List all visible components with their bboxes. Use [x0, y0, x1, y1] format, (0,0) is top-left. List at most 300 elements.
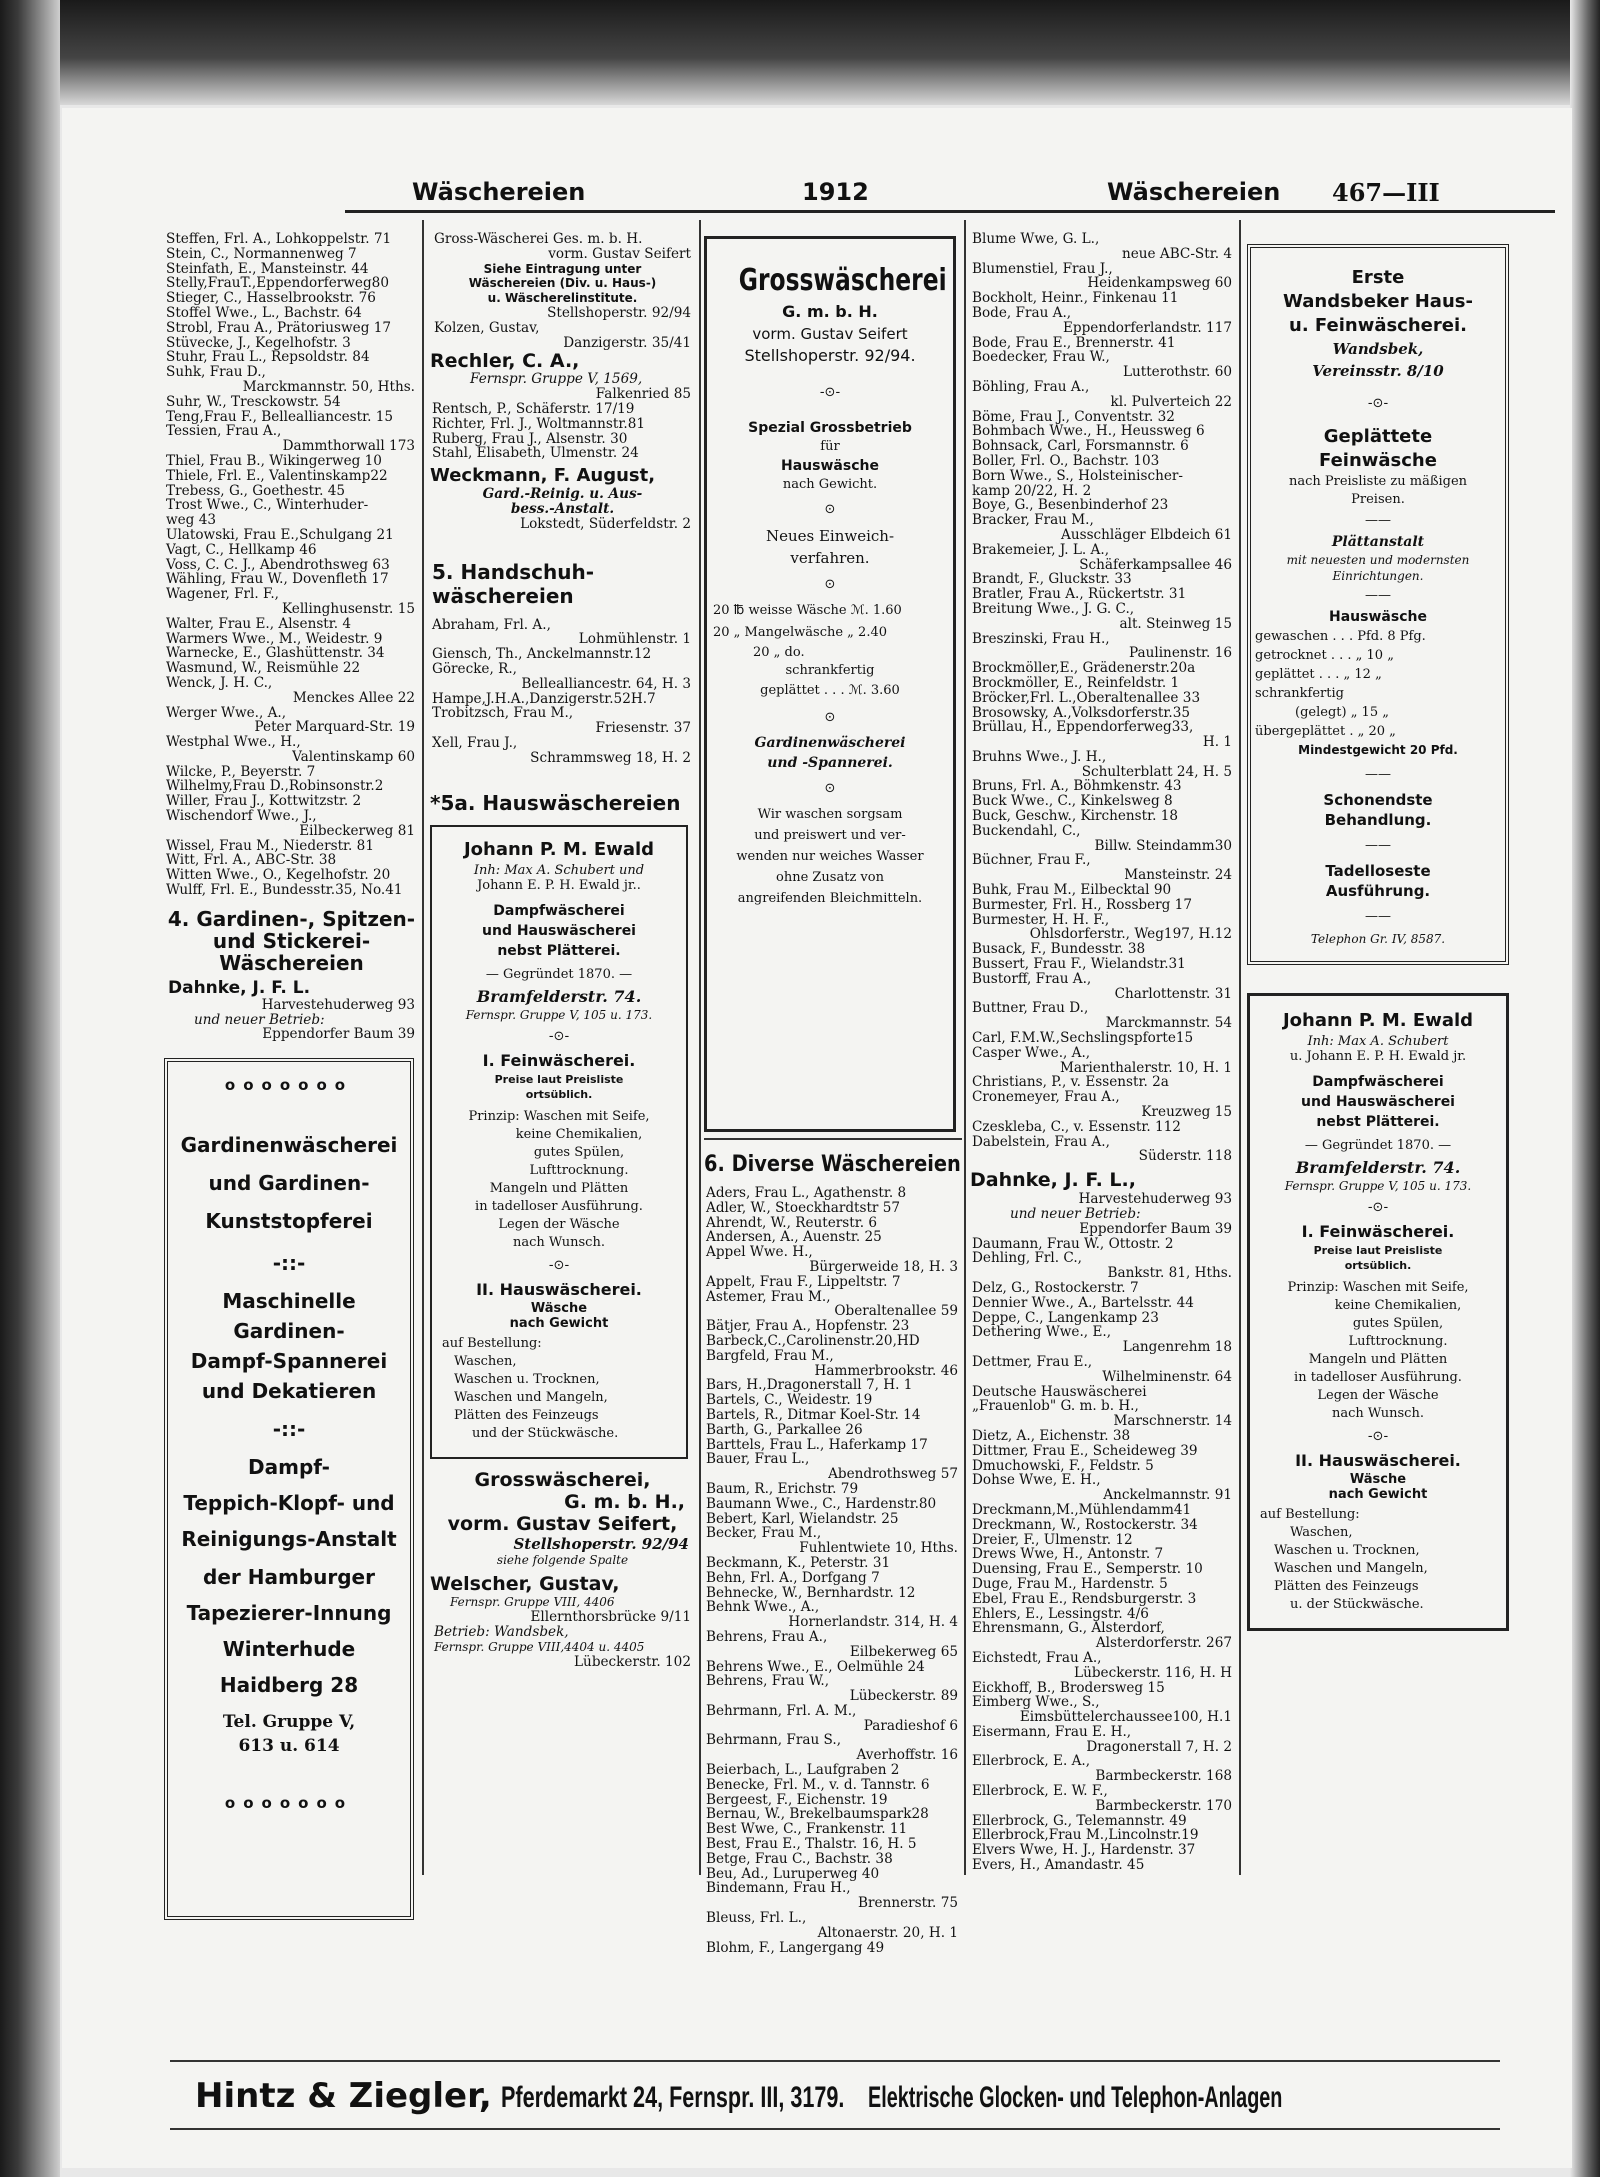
list-item: Wilhelminenstr. 64	[1102, 1369, 1232, 1385]
list-item: Born Wwe., S., Holsteinischer-	[972, 468, 1183, 484]
list-item: Deppe, C., Langenkamp 23	[972, 1310, 1159, 1326]
list-item: Werger Wwe., A.,	[166, 705, 287, 721]
seifert-line: verfahren.	[790, 549, 870, 567]
list-item: Dohse Wwe, E. H.,	[972, 1473, 1101, 1489]
ewald-haus-title: II. Hauswäscherei.	[1295, 1451, 1461, 1470]
ad-line: Gardinenwäscherei	[180, 1133, 398, 1158]
list-item: Beckmann, K., Peterstr. 31	[706, 1555, 891, 1571]
list-item: Blumenstiel, Frau J.,	[972, 261, 1113, 277]
list-item: Eichstedt, Frau A.,	[972, 1650, 1102, 1666]
entry-note: Wäschereien (Div. u. Haus-)	[468, 276, 657, 291]
list-item: Eppendorferlandstr. 117	[1062, 320, 1232, 336]
welscher-line: Lübeckerstr. 102	[574, 1654, 691, 1670]
ewald-street: Bramfelderstr. 74.	[476, 986, 642, 1006]
ewald-line: nebst Plätterei.	[497, 942, 621, 959]
entry: Stellshoperstr. 92/94	[547, 305, 691, 321]
list-item: Cronemeyer, Frau A.,	[972, 1090, 1120, 1106]
ad-line: der Hamburger	[203, 1565, 375, 1590]
wandsbek-advertisement	[1247, 244, 1509, 965]
page-header	[62, 178, 1572, 214]
list-item: Trobitzsch, Frau M.,	[432, 706, 574, 722]
list-item: Stahl, Elisabeth, Ulmenstr. 24	[432, 446, 639, 462]
list-item: Ellerbrock,Frau M.,Lincolnstr.19	[972, 1828, 1199, 1844]
list-item: Charlottenstr. 31	[1114, 986, 1232, 1002]
ewald-line: keine Chemikalien,	[515, 1126, 643, 1142]
ad-line: Kunststopferei	[205, 1209, 373, 1234]
list-item: Buhk, Frau M., Eilbecktal 90	[972, 883, 1172, 898]
list-item: Breitung Wwe., J. G. C.,	[972, 601, 1135, 617]
ad-phone-numbers: 613 u. 614	[238, 1736, 340, 1757]
price-line: 20 „ Mangelwäsche „ 2.40	[713, 625, 887, 640]
price-line: gewaschen . . . Pfd. 8 Pfg.	[1255, 629, 1426, 644]
list-item: Bätjer, Frau A., Hopfenstr. 23	[706, 1319, 910, 1334]
list-item: Dehling, Frl. C.,	[972, 1251, 1082, 1267]
list-item: Wähling, Frau W., Dovenfleth 17	[166, 572, 389, 588]
list-item: Richter, Frl. J., Woltmannstr.81	[432, 416, 645, 432]
list-item: Deutsche Hauswäscherei	[972, 1384, 1147, 1400]
footer-business: Elektrische Glocken- und Telephon-Anlagen	[867, 2081, 1283, 2114]
ewald-advertisement	[1247, 993, 1509, 1631]
welscher-line: Fernspr. Gruppe VIII,4404 u. 4405	[434, 1639, 645, 1654]
dash-divider: ——	[1365, 838, 1391, 853]
wandsbek-phone: Telephon Gr. IV, 8587.	[1310, 932, 1446, 946]
column-divider	[699, 220, 701, 1875]
wandsbek-line: Hauswäsche	[1329, 609, 1427, 625]
list-item: Abendrothsweg 57	[828, 1467, 958, 1482]
welscher-line: Fernspr. Gruppe VIII, 4406	[450, 1595, 615, 1610]
list-item: Ulatowski, Frau E.,Schulgang 21	[166, 527, 394, 543]
list-item: Behn, Frl. A., Dorfgang 7	[706, 1570, 880, 1586]
list-item: Dietz, A., Eichenstr. 38	[972, 1428, 1131, 1444]
price-line: schrankfertig	[785, 663, 875, 678]
seifert-vorm: vorm. Gustav Seifert	[752, 325, 908, 343]
separator-icon: -⊙-	[1367, 396, 1389, 411]
list-item: Dragonerstall 7, H. 2	[1086, 1739, 1232, 1755]
list-item: „Frauenlob" G. m. b. H.,	[972, 1399, 1139, 1415]
list-item: Dammthorwall 173	[282, 439, 415, 454]
seifert-title: Grosswäscherei	[738, 263, 947, 298]
header-rule	[345, 210, 1555, 213]
list-item: Wulff, Frl. E., Bundesstr.35, No.41	[166, 883, 403, 898]
price-line: geplättet . . . „ 12 „	[1255, 667, 1382, 682]
list-item: Daumann, Frau W., Ottostr. 2	[972, 1236, 1174, 1252]
list-item: Abraham, Frl. A.,	[432, 617, 551, 633]
seifert-line: Neues Einweich-	[765, 527, 895, 545]
list-item: Kellinghusenstr. 15	[281, 601, 415, 617]
rechler-phone: Fernspr. Gruppe V, 1569,	[470, 372, 643, 388]
list-item: Averhoffstr. 16	[856, 1748, 958, 1764]
list-item: Christians, P., v. Essenstr. 2a	[972, 1075, 1169, 1091]
list-item: Stüvecke, J., Kegelhofstr. 3	[166, 335, 351, 351]
seifert-line: Hauswäsche	[781, 458, 879, 474]
list-item: Adler, W., Stoeckhardtstr 57	[706, 1200, 901, 1216]
seifert-gmbh: G. m. b. H.	[782, 302, 878, 321]
ad-line: Winterhude	[222, 1637, 356, 1662]
list-item: Teng,Frau F., Bellealliancestr. 15	[166, 409, 394, 425]
dahnke-name: Dahnke, J. F. L.,	[970, 1169, 1136, 1192]
list-item: Eimsbüttelerchaussee100, H.1	[1019, 1710, 1232, 1725]
ewald-line: Lufttrocknung.	[529, 1162, 629, 1178]
list-item: Brockmöller,E., Grädenerstr.20a	[972, 661, 1196, 676]
wandsbek-line: Vereinsstr. 8/10	[1312, 362, 1444, 380]
ewald-phone: Fernspr. Gruppe V, 105 u. 173.	[465, 1007, 653, 1022]
separator-icon: -⊙-	[1367, 1429, 1389, 1444]
list-item: Böhling, Frau A.,	[972, 379, 1090, 395]
list-item: Dettmer, Frau E.,	[972, 1354, 1093, 1370]
ad-line: Dampf-Spannerei	[190, 1349, 388, 1374]
list-item: Buttner, Frau D.,	[972, 1001, 1089, 1017]
list-item: Mansteinstr. 24	[1124, 868, 1232, 884]
ad-line: Haidberg 28	[219, 1673, 359, 1698]
list-item: Steinfath, E., Mansteinstr. 44	[166, 261, 369, 277]
list-item: Dreckmann, W., Rostockerstr. 34	[972, 1517, 1198, 1533]
seifert-line: und preiswert und ver-	[754, 828, 906, 843]
header-left-title: Wäschereien	[412, 178, 586, 206]
list-item: Beu, Ad., Luruperweg 40	[706, 1866, 880, 1882]
wandsbek-line: Behandlung.	[1324, 811, 1432, 829]
list-item: Brandt, F., Gluckstr. 33	[972, 572, 1132, 588]
wandsbek-line: Erste	[1351, 267, 1405, 288]
ewald-line: u. der Stückwäsche.	[1290, 1597, 1424, 1612]
price-line: schrankfertig	[1255, 686, 1344, 701]
list-item: Becker, Frau M.,	[706, 1526, 822, 1542]
ewald-line: keine Chemikalien,	[1334, 1298, 1462, 1313]
ad-phone: Tel. Gruppe V,	[222, 1712, 356, 1733]
seifert-line: Wir waschen sorgsam	[757, 807, 903, 822]
ewald-line: gutes Spülen,	[1352, 1316, 1444, 1331]
list-item: Bellealliancestr. 64, H. 3	[521, 676, 691, 692]
list-item: Bars, H.,Dragonerstall 7, H. 1	[706, 1378, 913, 1394]
grosswaescherei-notice	[430, 1469, 695, 1568]
gross-line: G. m. b. H.,	[564, 1490, 685, 1513]
list-item: Appelt, Frau F., Lippeltstr. 7	[706, 1274, 901, 1290]
column-2	[430, 232, 695, 2162]
list-item: Dethering Wwe., E.,	[972, 1325, 1112, 1341]
list-item: Stoffel Wwe., L., Bachstr. 64	[166, 305, 362, 321]
list-item: Walter, Frau E., Alsenstr. 4	[166, 616, 352, 632]
column-3	[704, 232, 962, 2162]
list-item: Bode, Frau A.,	[972, 305, 1072, 321]
ewald-line: Waschen u. Trocknen,	[1274, 1543, 1420, 1558]
entry-list	[970, 232, 1236, 1164]
ewald-line: Waschen u. Trocknen,	[454, 1371, 600, 1387]
list-item: Eickhoff, B., Brodersweg 15	[972, 1680, 1165, 1696]
list-item: Warnecke, E., Glashüttenstr. 34	[166, 646, 385, 662]
list-item: Ellerbrock, E. A.,	[972, 1754, 1091, 1770]
ad-dots: ooooooo	[224, 1794, 354, 1813]
list-item: Dreier, F., Ulmenstr. 12	[972, 1532, 1133, 1548]
gross-line: siehe folgende Spalte	[496, 1552, 629, 1567]
list-item: H. 1	[1202, 735, 1232, 750]
ewald-fein-title: I. Feinwäscherei.	[1301, 1222, 1455, 1241]
entry-note: u. Wäscherelinstitute.	[487, 291, 638, 306]
list-item: kamp 20/22, H. 2	[972, 483, 1092, 499]
list-item: Bröcker,Frl. L.,Oberaltenallee 33	[972, 690, 1201, 706]
seifert-line: Spezial Grossbetrieb	[748, 420, 912, 436]
list-item: Witt, Frl. A., ABC-Str. 38	[166, 853, 337, 869]
separator-icon: -⊙-	[548, 1028, 570, 1044]
list-item: Delz, G., Rostockerstr. 7	[972, 1280, 1139, 1296]
list-item: Barmbeckerstr. 170	[1095, 1798, 1232, 1814]
ad-separator: -::-	[272, 1251, 306, 1276]
list-item: Czeskleba, C., v. Essenstr. 112	[972, 1119, 1181, 1135]
entry-list	[970, 1237, 1236, 1873]
price-line: 20 „ do.	[753, 645, 805, 660]
dahnke-address: Harvestehuderweg 93	[261, 997, 415, 1013]
ewald-line: Preise laut Preisliste	[1313, 1244, 1443, 1257]
ewald-line: Waschen,	[454, 1353, 517, 1369]
list-item: Giensch, Th., Anckelmannstr.12	[432, 647, 652, 662]
footer-company: Hintz & Ziegler,	[195, 2076, 492, 2116]
ad-line: Gardinen-	[233, 1319, 345, 1344]
ad-line: Teppich-Klopf- und	[183, 1491, 395, 1516]
list-item: Bruns, Frl. A., Böhmkenstr. 43	[972, 779, 1182, 795]
ewald-line: und Hauswäscherei	[1301, 1094, 1455, 1110]
column-divider	[422, 220, 424, 1875]
ewald-line: Waschen,	[1290, 1525, 1353, 1540]
list-item: Peter Marquard-Str. 19	[254, 720, 415, 736]
scan-shadow-right	[1570, 0, 1600, 2177]
list-item: Büchner, Frau F.,	[972, 853, 1091, 869]
list-item: Schäferkampsallee 46	[1079, 557, 1232, 573]
entry-note: Siehe Eintragung unter	[483, 261, 642, 276]
dahnke-address: Eppendorfer Baum 39	[262, 1027, 415, 1043]
gross-line: Stellshoperstr. 92/94	[513, 1534, 689, 1553]
list-item: Ausschläger Elbdeich 61	[1061, 527, 1232, 543]
list-item: Lutterothstr. 60	[1122, 365, 1232, 380]
wandsbek-line: Mindestgewicht 20 Pfd.	[1298, 743, 1458, 757]
header-page-number: 467—III	[1332, 178, 1440, 207]
list-item: Wagener, Frl. F.,	[166, 587, 279, 602]
ewald-line: nach Wunsch.	[513, 1234, 605, 1250]
list-item: Dittmer, Frau E., Scheideweg 39	[972, 1443, 1198, 1459]
list-item: Wilhelmy,Frau D.,Robinsonstr.2	[166, 779, 384, 795]
entry-list	[430, 402, 695, 461]
header-year: 1912	[802, 178, 869, 206]
seifert-street: Stellshoperstr. 92/94.	[744, 346, 916, 365]
list-item: Eilbeckerweg 81	[299, 823, 415, 839]
ewald-line: Legen der Wäsche	[1317, 1388, 1439, 1403]
list-item: Dabelstein, Frau A.,	[972, 1134, 1110, 1150]
list-item: Stieger, C., Hasselbrookstr. 76	[166, 291, 376, 306]
list-item: Bargfeld, Frau M.,	[706, 1348, 834, 1364]
list-item: Best, Frau E., Thalstr. 16, H. 5	[706, 1837, 917, 1852]
price-line: übergeplättet . „ 20 „	[1255, 724, 1396, 739]
column-divider	[964, 220, 966, 1875]
list-item: Ebel, Frau E., Rendsburgerstr. 3	[972, 1591, 1197, 1607]
ewald-line: ortsüblich.	[525, 1087, 593, 1101]
list-item: Marschnerstr. 14	[1113, 1414, 1232, 1429]
list-item: Baumann Wwe., C., Hardenstr.80	[706, 1496, 937, 1512]
wandsbek-line: Preisen.	[1351, 492, 1405, 507]
list-item: Boedecker, Frau W.,	[972, 350, 1110, 366]
ewald-fein-title: I. Feinwäscherei.	[482, 1050, 636, 1070]
list-item: Böme, Frau J., Conventstr. 32	[972, 409, 1175, 425]
list-item: Anckelmannstr. 91	[1103, 1488, 1232, 1503]
weckmann-name: Weckmann, F. August,	[430, 465, 656, 487]
list-item: Elvers Wwe, H. J., Hardenstr. 37	[972, 1843, 1196, 1859]
list-item: Lohmühlenstr. 1	[578, 632, 691, 648]
welscher-line: Betrieb: Wandsbek,	[434, 1624, 569, 1640]
list-item: Warmers Wwe., M., Weidestr. 9	[166, 631, 383, 647]
list-item: Buck, Geschw., Kirchenstr. 18	[972, 809, 1179, 824]
ewald-phone: Fernspr. Gruppe V, 105 u. 173.	[1284, 1179, 1472, 1193]
list-item: Marienthalerstr. 10, H. 1	[1059, 1060, 1232, 1076]
list-item: Boye, G., Besenbinderhof 23	[972, 498, 1169, 514]
scan-shadow-top	[0, 0, 1600, 105]
list-item: Blume Wwe, G. L.,	[972, 232, 1100, 247]
list-item: Eimberg Wwe., S.,	[972, 1695, 1100, 1711]
list-item: Bergeest, F., Eichenstr. 19	[706, 1792, 888, 1808]
list-item: Brockmöller, E., Reinfeldstr. 1	[972, 675, 1180, 691]
list-item: Bussert, Frau F., Wielandstr.31	[972, 957, 1186, 972]
list-item: Brosowsky, A.,Volksdorferstr.35	[972, 705, 1190, 721]
ewald-name: Johann P. M. Ewald	[463, 838, 655, 860]
list-item: Behrmann, Frau S.,	[706, 1733, 842, 1749]
list-item: Andersen, A., Auenstr. 25	[706, 1230, 882, 1246]
list-item: Marckmannstr. 54	[1105, 1016, 1232, 1032]
column-4	[970, 232, 1236, 2162]
welscher-name: Welscher, Gustav,	[430, 1573, 620, 1596]
list-item: Bankstr. 81, Hths.	[1107, 1266, 1232, 1281]
list-item: Lübeckerstr. 89	[849, 1689, 958, 1704]
ewald-line: auf Bestellung:	[442, 1335, 542, 1351]
wandsbek-line: Schonendste	[1323, 791, 1433, 809]
seifert-line: wenden nur weiches Wasser	[736, 849, 924, 864]
directory-page	[62, 108, 1572, 2168]
seifert-line: ohne Zusatz von	[776, 870, 884, 885]
list-item: Bohnsack, Carl, Forsmannstr. 6	[972, 439, 1189, 454]
list-item: Beierbach, L., Laufgraben 2	[706, 1763, 900, 1778]
ewald-founded: — Gegründet 1870. —	[1304, 1138, 1452, 1153]
list-item: Kreuzweg 15	[1141, 1105, 1232, 1120]
list-item: Barth, G., Parkallee 26	[706, 1422, 863, 1438]
list-item: Bracker, Frau M.,	[972, 513, 1094, 528]
list-item: Wasmund, W., Reismühle 22	[166, 661, 361, 676]
list-item: Lübeckerstr. 116, H. H	[1074, 1665, 1232, 1681]
wandsbek-line: u. Feinwäscherei.	[1289, 315, 1467, 336]
list-item: Boller, Frl. O., Bachstr. 103	[972, 453, 1160, 469]
list-item: Thiel, Frau B., Wikingerweg 10	[166, 453, 382, 469]
seifert-line: für	[820, 439, 840, 454]
list-item: weg 43	[166, 513, 217, 528]
ewald-line: Preise laut Preisliste	[494, 1072, 624, 1086]
footer-address: Pferdemarkt 24, Fernspr. III, 3179.	[501, 2081, 845, 2114]
ad-line: Tapezierer-Innung	[186, 1601, 392, 1626]
entry: Danzigerstr. 35/41	[563, 335, 691, 351]
list-item: Behnecke, W., Bernhardstr. 12	[706, 1585, 916, 1601]
list-item: Ohlsdorferstr., Weg197, H.12	[1029, 927, 1232, 943]
weckmann-address: Lokstedt, Süderfeldstr. 2	[520, 516, 691, 532]
ewald-line: nach Gewicht	[1328, 1487, 1428, 1502]
ewald-line: Waschen und Mangeln,	[1274, 1561, 1428, 1576]
list-item: Dmuchowski, F., Feldstr. 5	[972, 1458, 1154, 1474]
seifert-line: Gardinenwäscherei	[754, 735, 906, 751]
seifert-line: und -Spannerei.	[767, 755, 893, 771]
section-6-title: 6. Diverse Wäschereien	[704, 1152, 961, 1177]
list-item: Astemer, Frau M.,	[706, 1289, 831, 1305]
list-item: Alsterdorferstr. 267	[1095, 1636, 1232, 1651]
ewald-line: Legen der Wäsche	[498, 1216, 620, 1232]
gross-line: vorm. Gustav Seifert,	[447, 1512, 678, 1535]
ad-dots: ooooooo	[224, 1076, 354, 1095]
list-item: Langenrehm 18	[1122, 1340, 1232, 1355]
wandsbek-line: Plättanstalt	[1331, 534, 1425, 550]
list-item: Wilcke, P., Beyerstr. 7	[166, 764, 316, 780]
ewald-line: nebst Plätterei.	[1316, 1114, 1440, 1130]
list-item: Hornerlandstr. 314, H. 4	[788, 1615, 958, 1630]
list-item: Billw. Steindamm30	[1094, 838, 1232, 854]
list-item: Burmester, Frl. H., Rossberg 17	[972, 897, 1192, 913]
ewald-line: Plätten des Feinzeugs	[1274, 1579, 1419, 1594]
list-item: Behrmann, Frl. A. M.,	[706, 1703, 857, 1719]
wandsbek-line: Tadelloseste	[1325, 862, 1431, 880]
ewald-line: in tadelloser Ausführung.	[1294, 1370, 1462, 1385]
ewald-owners: Inh: Max A. Schubert	[1307, 1034, 1449, 1049]
list-item: Stelly,FrauT.,Eppendorferweg80	[166, 276, 389, 292]
price-line: (gelegt) „ 15 „	[1295, 705, 1389, 720]
dahnke-name: Dahnke, J. F. L.	[168, 977, 311, 998]
entry-list	[430, 618, 695, 766]
list-item: Brakemeier, J. L. A.,	[972, 542, 1110, 558]
ewald-line: Plätten des Feinzeugs	[454, 1407, 599, 1423]
list-item: Bindemann, Frau H.,	[706, 1881, 851, 1897]
wandsbek-line: mit neuesten und modernsten	[1286, 553, 1470, 567]
list-item: Behrens, Frau W.,	[706, 1674, 830, 1690]
list-item: Heidenkampsweg 60	[1087, 276, 1232, 292]
dash-divider: ——	[1365, 513, 1391, 528]
circle-dot-icon: ⊙	[824, 577, 836, 592]
gardinen-advertisement	[164, 1058, 414, 1920]
wandsbek-line: Feinwäsche	[1319, 450, 1437, 471]
dahnke-address: Eppendorfer Baum 39	[1079, 1221, 1232, 1237]
ewald-line: Wäsche	[1349, 1472, 1407, 1487]
list-item: Ellerbrock, G., Telemannstr. 49	[972, 1813, 1187, 1829]
list-item: Drews Wwe, H., Antonstr. 7	[972, 1547, 1164, 1563]
dahnke-note: und neuer Betrieb:	[1010, 1207, 1141, 1222]
ewald-line: nach Wunsch.	[1332, 1406, 1424, 1421]
weckmann-note: Gard.-Reinig. u. Aus-	[482, 487, 643, 502]
wandsbek-line: Einrichtungen.	[1332, 569, 1424, 583]
ewald-street: Bramfelderstr. 74.	[1295, 1158, 1461, 1177]
ewald-line: Dampfwäscherei	[1312, 1074, 1444, 1090]
list-item: Bürgerweide 18, H. 3	[809, 1259, 958, 1275]
ewald-founded: — Gegründet 1870. —	[485, 966, 633, 982]
ewald-line: auf Bestellung:	[1260, 1507, 1360, 1522]
ad-line: Dampf-	[248, 1455, 330, 1480]
list-item: Bratler, Frau A., Rückertstr. 31	[972, 587, 1187, 602]
list-item: Vagt, C., Hellkamp 46	[166, 542, 317, 558]
list-item: Voss, C. C. J., Abendrothsweg 63	[166, 557, 390, 573]
list-item: Hampe,J.H.A.,Danzigerstr.52H.7	[432, 691, 656, 707]
dahnke-address: Harvestehuderweg 93	[1078, 1192, 1232, 1207]
list-item: neue ABC-Str. 4	[1121, 246, 1232, 262]
list-item: Görecke, R.,	[432, 661, 518, 677]
ewald-line: Dampfwäscherei	[493, 902, 625, 919]
list-item: Friesenstr. 37	[595, 721, 691, 736]
list-item: Trost Wwe., C., Winterhuder-	[166, 498, 369, 514]
list-item: Wissel, Frau M., Niederstr. 81	[166, 838, 374, 854]
list-item: Witten Wwe., O., Kegelhofstr. 20	[166, 868, 391, 884]
list-item: Bode, Frau E., Brennerstr. 41	[972, 335, 1176, 351]
list-item: Duensing, Frau E., Semperstr. 10	[972, 1562, 1203, 1577]
ewald-name: Johann P. M. Ewald	[1282, 1010, 1474, 1031]
header-right-title: Wäschereien	[1107, 178, 1281, 206]
dash-divider: ——	[1365, 909, 1391, 924]
ad-line: und Dekatieren	[201, 1379, 377, 1404]
list-item: Suhr, W., Tresckowstr. 54	[166, 394, 341, 410]
list-item: Barmbeckerstr. 168	[1095, 1769, 1232, 1785]
